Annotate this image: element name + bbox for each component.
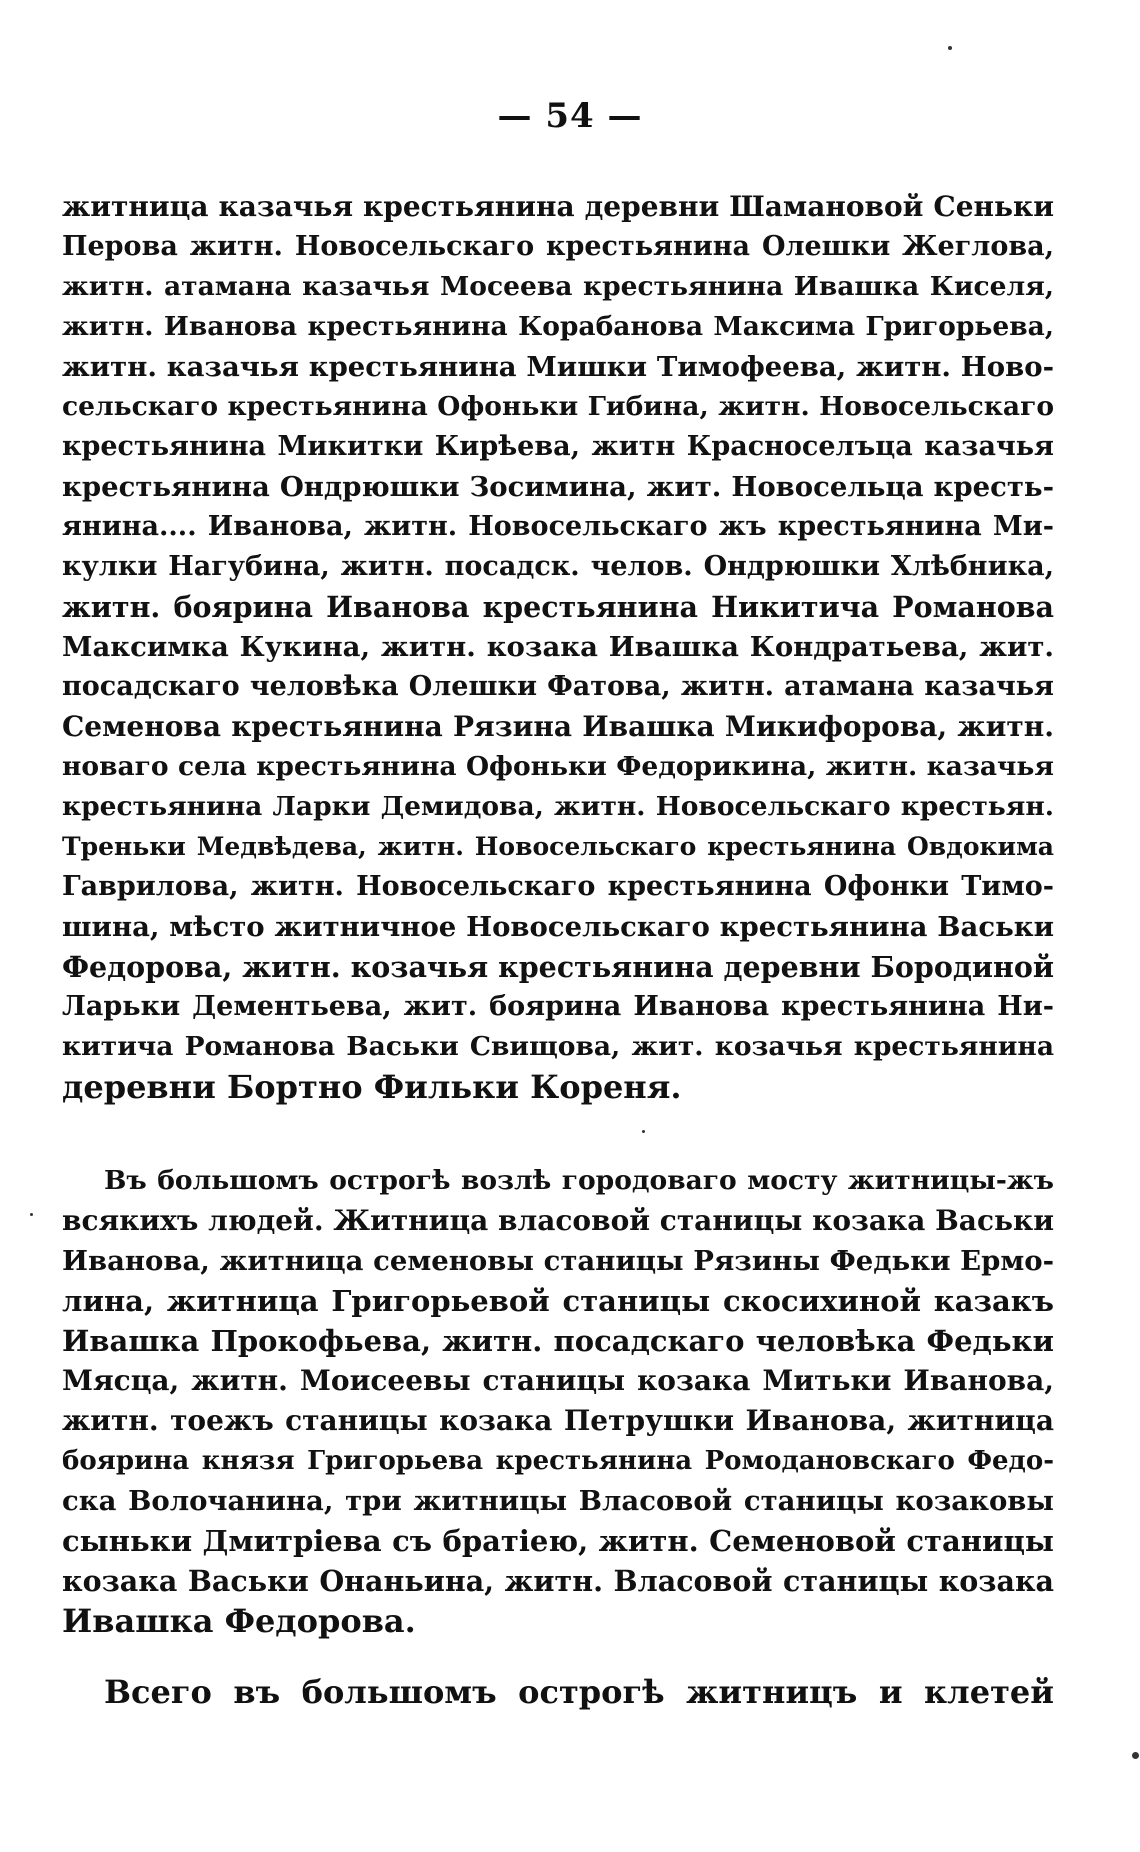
text-line: сыньки Дмитріева съ братіею, житн. Семеновой станицы: [62, 1524, 1054, 1558]
text-line: Максимка Кукина, житн. козака Ивашка Кондратьева, жит.: [62, 631, 1054, 663]
text-line: Перова житн. Новосельскаго крестьянина Олешки Жеглова,: [62, 231, 1054, 262]
paragraph-1: [62, 187, 1054, 1107]
print-speck: [948, 46, 952, 50]
text-line: житн. атамана казачья Мосеева крестьянина Ивашка Киселя,: [62, 271, 1054, 302]
text-line: крестьянина Микитки Кирѣева, житн Красноселъца казачья: [62, 431, 1054, 462]
text-line: Федорова, житн. козачья крестьянина деревни Бородиной: [62, 950, 1054, 984]
text-line: житница казачья крестьянина деревни Шамановой Сеньки: [62, 190, 1054, 223]
text-line: посадскаго человѣка Олешки Фатова, житн. атамана казачья: [62, 671, 1054, 702]
page-number: — 54 —: [497, 96, 643, 136]
text-line: крестьянина Ларки Демидова, житн. Новосельскаго крестьян.: [62, 791, 1054, 822]
text-line: всякихъ людей. Житница власовой станицы козака Васьки: [62, 1204, 1054, 1237]
text-line: Мясца, житн. Моисеевы станицы козака Митьки Иванова,: [62, 1364, 1054, 1397]
text-line: Въ большомъ острогѣ возлѣ городоваго мосту житницы-жъ: [104, 1165, 1054, 1196]
text-line: Всего въ большомъ острогѣ житницъ и клетей: [104, 1673, 1054, 1711]
text-line: боярина князя Григорьева крестьянина Ромодановскаго Федо-: [62, 1446, 1054, 1476]
print-speck: [642, 1130, 645, 1133]
text-line: китича Романова Васьки Свищова, жит. козачья крестьянина: [62, 1031, 1054, 1062]
text-line: Гаврилова, житн. Новосельскаго крестьянина Офонки Тимо-: [62, 871, 1054, 902]
text-line: Треньки Медвѣдева, житн. Новосельскаго крестьянина Овдокима: [62, 832, 1054, 861]
text-line: сельскаго крестьянина Офоньки Гибина, житн. Новосельскаго: [62, 391, 1054, 422]
text-line: житн. боярина Иванова крестьянина Никитича Романова: [62, 590, 1054, 624]
text-line: Ивашка Федорова.: [62, 1602, 416, 1640]
text-line: крестьянина Ондрюшки Зосимина, жит. Новосельца кресть-: [62, 471, 1054, 503]
text-line: лина, житница Григорьевой станицы скосихиной казакъ: [62, 1284, 1054, 1318]
print-speck: [1132, 1752, 1139, 1759]
paragraph-3: [62, 1672, 1054, 1712]
text-line: деревни Бортно Фильки Кореня.: [62, 1068, 682, 1106]
text-line: шина, мѣсто житничное Новосельскаго крестьянина Васьки: [62, 911, 1054, 943]
print-speck: [30, 1213, 33, 1216]
text-line: Иванова, житница семеновы станицы Рязины Федьки Ермо-: [62, 1245, 1054, 1277]
text-line: янина.... Иванова, житн. Новосельскаго жъ крестьянина Ми-: [62, 511, 1054, 542]
text-line: новаго села крестьянина Офоньки Федорикина, житн. казачья: [62, 751, 1054, 782]
text-line: ска Волочанина, три житницы Власовой станицы козаковы: [62, 1485, 1054, 1517]
paragraph-2: [62, 1161, 1054, 1641]
text-line: Ларьки Дементьева, жит. боярина Иванова крестьянина Ни-: [62, 991, 1054, 1022]
text-line: житн. казачья крестьянина Мишки Тимофеева, житн. Ново-: [62, 351, 1054, 383]
text-line: козака Васьки Онаньина, житн. Власовой станицы козака: [62, 1564, 1054, 1598]
text-line: Семенова крестьянина Рязина Ивашка Микифорова, житн.: [62, 710, 1054, 743]
text-line: житн. тоежъ станицы козака Петрушки Иванова, житница: [62, 1404, 1054, 1437]
text-line: житн. Иванова крестьянина Корабанова Максима Григорьева,: [62, 311, 1054, 342]
text-line: кулки Нагубина, житн. посадск. челов. Ондрюшки Хлѣбника,: [62, 551, 1054, 582]
text-line: Ивашка Прокофьева, житн. посадскаго человѣка Федьки: [62, 1324, 1054, 1358]
